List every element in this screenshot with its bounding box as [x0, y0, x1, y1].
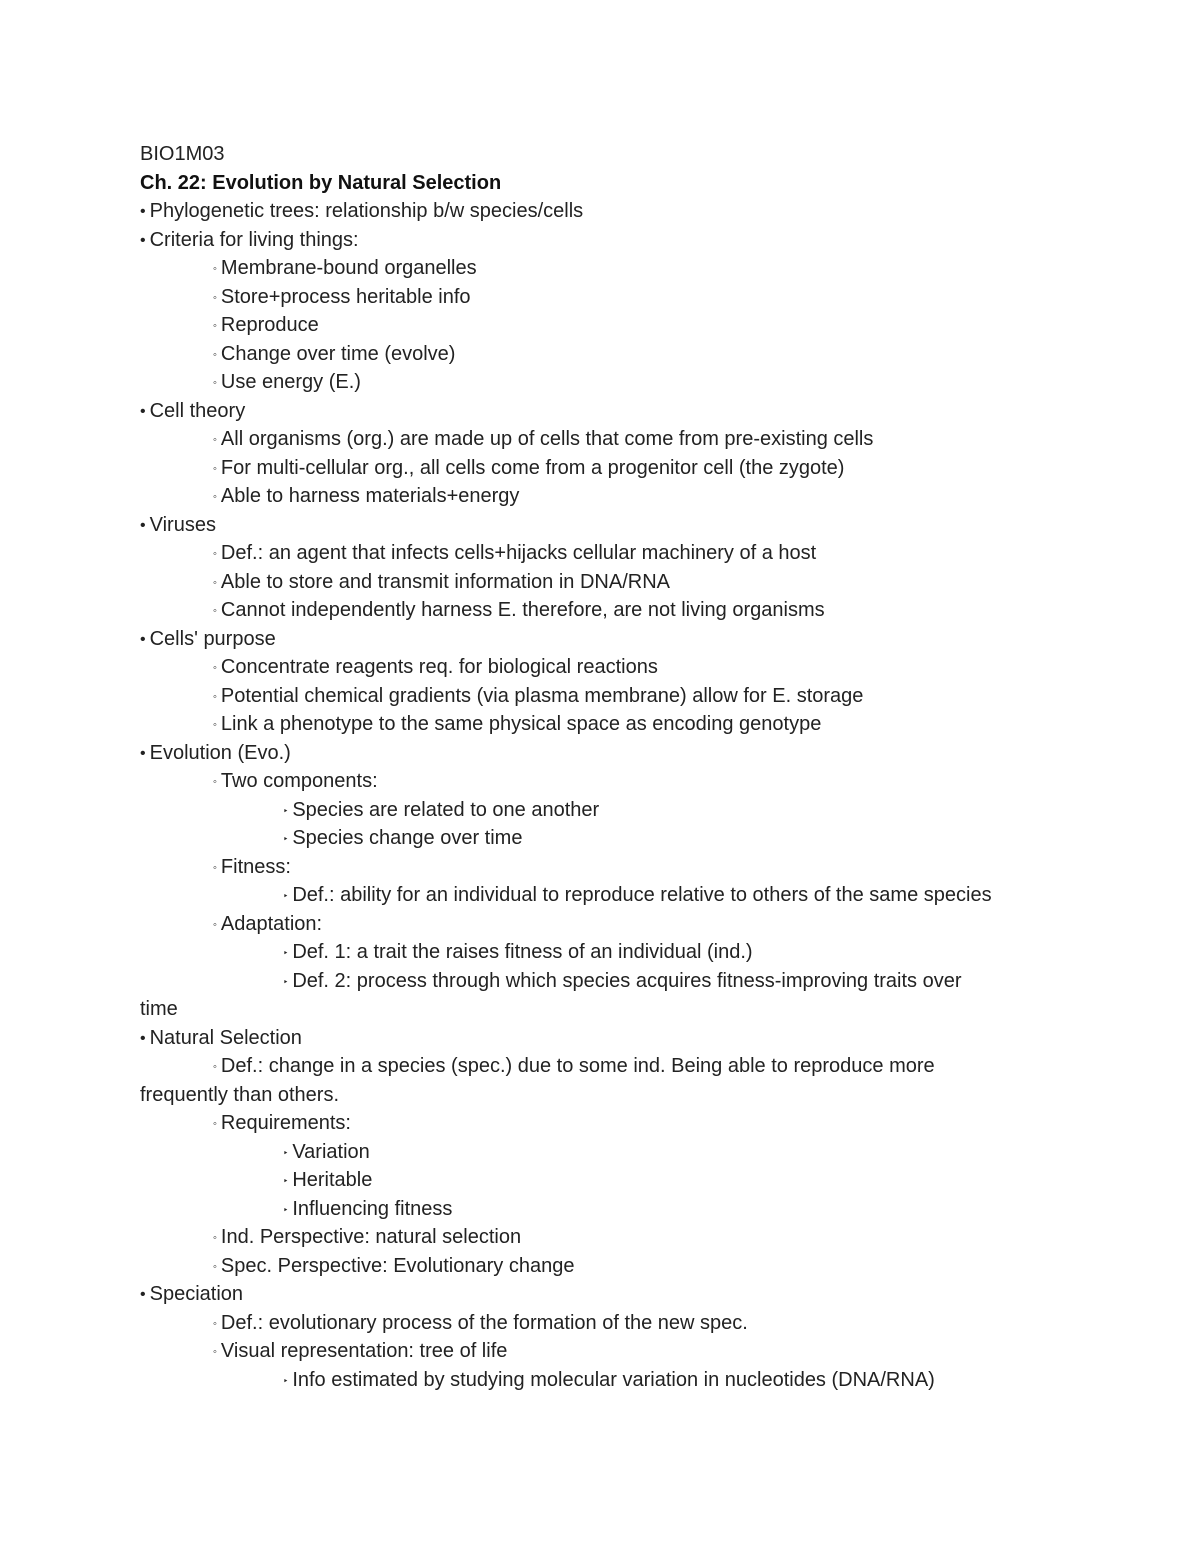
bullet-icon: • — [140, 231, 146, 249]
course-code: BIO1M03 — [140, 143, 225, 165]
outline-item-level-2 — [140, 910, 1140, 939]
outline-text: Able to store and transmit information in DNA/RNA — [220, 570, 670, 593]
outline-text: Concentrate reagents req. for biological reactions — [220, 656, 658, 678]
outline-text: Def.: change in a species (spec.) due to some ind. Being able to reproduce more — [220, 1055, 935, 1077]
outline-text: Species are related to one another — [292, 798, 600, 821]
outline-item-level-2 — [140, 425, 1140, 454]
bullet-icon: ‣ — [283, 1375, 289, 1386]
bullet-icon: • — [140, 203, 146, 220]
outline-text: Able to harness materials+energy — [220, 485, 520, 507]
outline-item-level-2 — [140, 368, 1140, 397]
outline-text: Fitness: — [220, 855, 291, 878]
outline-item-level-2 — [140, 340, 1140, 369]
outline-item-level-1 — [140, 1024, 1140, 1053]
outline-text: Spec. Perspective: Evolutionary change — [220, 1254, 575, 1277]
bullet-icon: • — [140, 402, 146, 420]
outline-item-level-2 — [140, 1223, 1140, 1252]
outline-text: Def.: evolutionary process of the formation of the new spec. — [220, 1311, 748, 1334]
bullet-icon: ‣ — [283, 834, 289, 844]
outline-item-level-2 — [140, 311, 1140, 340]
bullet-icon: • — [140, 630, 146, 648]
bullet-icon: ◦ — [213, 462, 217, 475]
outline-text: For multi-cellular org., all cells come from a progenitor cell (the zygote) — [220, 456, 845, 479]
bullet-icon: ‣ — [283, 1147, 289, 1158]
outline-item-level-1 — [140, 397, 1140, 426]
outline-item-level-2 — [140, 1109, 1140, 1138]
outline-item-level-3 — [140, 1138, 1140, 1167]
outline-text: Use energy (E.) — [220, 371, 361, 393]
bullet-icon: ◦ — [213, 377, 217, 389]
outline-item-level-3 — [140, 967, 1140, 996]
outline-text: Def.: an agent that infects cells+hijacks cellular machinery of a host — [220, 542, 817, 564]
outline-text: Def. 1: a trait the raises fitness of an individual (ind.) — [292, 941, 753, 963]
outline-text: Change over time (evolve) — [220, 342, 456, 365]
bullet-icon: ‣ — [283, 976, 289, 987]
outline-text: Reproduce — [220, 314, 319, 336]
outline-item-level-1 — [140, 625, 1140, 654]
outline-text: Phylogenetic trees: relationship b/w species/cells — [149, 200, 584, 222]
chapter-title: Ch. 22: Evolution by Natural Selection — [140, 171, 502, 194]
bullet-icon: • — [140, 744, 146, 762]
outline-item-level-3 — [140, 1195, 1140, 1224]
bullet-icon: ◦ — [213, 320, 217, 332]
outline-text: Ind. Perspective: natural selection — [220, 1226, 522, 1248]
outline-text: Cannot independently harness E. therefore, are not living organisms — [220, 599, 825, 621]
outline-item-level-2 — [140, 710, 1140, 739]
outline-text: frequently than others. — [140, 1083, 340, 1106]
bullet-icon: ◦ — [213, 719, 217, 731]
bullet-icon: ◦ — [213, 690, 217, 703]
outline-item-level-3 — [140, 796, 1140, 825]
outline-item-level-3 — [140, 938, 1140, 967]
outline-text: Cell theory — [149, 399, 246, 422]
bullet-icon: ‣ — [283, 805, 289, 816]
bullet-icon: ◦ — [213, 1317, 217, 1330]
outline-item-level-2 — [140, 568, 1140, 597]
bullet-icon: ◦ — [213, 776, 217, 788]
outline-item-level-3 — [140, 881, 1140, 910]
outline-item-level-2 — [140, 682, 1140, 711]
outline-text: Requirements: — [220, 1112, 351, 1134]
outline-item-level-2 — [140, 1337, 1140, 1366]
bullet-icon: ◦ — [213, 1260, 217, 1273]
outline-item-level-2 — [140, 1309, 1140, 1338]
outline-item-level-2 — [140, 254, 1140, 283]
outline-item-level-2 — [140, 482, 1140, 511]
outline-text: All organisms (org.) are made up of cells that come from pre-existing cells — [220, 428, 874, 450]
outline-item-level-2 — [140, 1252, 1140, 1281]
bullet-icon: ‣ — [283, 948, 289, 958]
wrapped-line — [140, 995, 1140, 1024]
outline-text: Adaptation: — [220, 912, 323, 935]
bullet-icon: ◦ — [213, 491, 217, 503]
outline-text: Def. 2: process through which species acquires fitness-improving traits over — [292, 969, 962, 992]
outline-text: Visual representation: tree of life — [220, 1340, 508, 1362]
bullet-icon: ◦ — [213, 576, 217, 589]
outline-text: Two components: — [220, 770, 378, 792]
outline-item-level-1 — [140, 511, 1140, 540]
bullet-icon: ◦ — [213, 348, 217, 361]
outline-text: Evolution (Evo.) — [149, 741, 291, 764]
outline-item-level-1 — [140, 1280, 1140, 1309]
outline-item-level-2 — [140, 454, 1140, 483]
bullet-icon: ◦ — [213, 263, 217, 275]
outline-text: Cells' purpose — [149, 627, 276, 650]
bullet-icon: ‣ — [283, 891, 289, 901]
outline-item-level-2 — [140, 853, 1140, 882]
outline-text: Species change over time — [292, 827, 523, 849]
bullet-icon: ◦ — [213, 918, 217, 931]
outline-item-level-1 — [140, 226, 1140, 255]
wrapped-line — [140, 1081, 1140, 1110]
bullet-icon: • — [140, 1286, 146, 1303]
outline-text: Heritable — [292, 1169, 373, 1191]
outline-text: time — [140, 998, 178, 1020]
bullet-icon: ◦ — [213, 291, 217, 304]
outline-text: Speciation — [149, 1283, 244, 1305]
outline-item-level-3 — [140, 824, 1140, 853]
bullet-icon: • — [140, 1029, 146, 1047]
bullet-icon: ◦ — [213, 1232, 217, 1244]
bullet-icon: ◦ — [213, 434, 217, 446]
document-body — [140, 140, 1140, 1394]
outline-item-level-1 — [140, 739, 1140, 768]
outline-item-level-3 — [140, 1366, 1140, 1395]
bullet-icon: ◦ — [213, 861, 217, 874]
outline-text: Variation — [292, 1140, 370, 1163]
outline-item-level-2 — [140, 1052, 1140, 1081]
outline-text: Potential chemical gradients (via plasma membrane) allow for E. storage — [220, 684, 864, 707]
outline-text: Criteria for living things: — [149, 228, 359, 251]
outline-text: Natural Selection — [149, 1026, 302, 1049]
outline-text: Def.: ability for an individual to reproduce relative to others of the same species — [292, 884, 992, 906]
outline-text: Influencing fitness — [292, 1197, 453, 1220]
outline-item-level-3 — [140, 1166, 1140, 1195]
outline-text: Link a phenotype to the same physical space as encoding genotype — [220, 713, 822, 735]
bullet-icon: ◦ — [213, 548, 217, 560]
outline-item-level-2 — [140, 539, 1140, 568]
bullet-icon: ◦ — [213, 1061, 217, 1073]
outline-item-level-2 — [140, 283, 1140, 312]
bullet-icon: • — [140, 516, 146, 534]
bullet-icon: ◦ — [213, 1118, 217, 1130]
bullet-icon: ‣ — [283, 1176, 289, 1186]
outline-item-level-2 — [140, 767, 1140, 796]
outline-item-level-2 — [140, 596, 1140, 625]
outline-item-level-1 — [140, 197, 1140, 226]
outline-text: Viruses — [149, 513, 216, 536]
bullet-icon: ◦ — [213, 662, 217, 674]
bullet-icon: ◦ — [213, 605, 217, 617]
outline-item-level-2 — [140, 653, 1140, 682]
outline-text: Store+process heritable info — [220, 285, 471, 308]
bullet-icon: ‣ — [283, 1204, 289, 1215]
outline-text: Membrane-bound organelles — [220, 257, 477, 279]
bullet-icon: ◦ — [213, 1346, 217, 1358]
outline-text: Info estimated by studying molecular variation in nucleotides (DNA/RNA) — [292, 1368, 935, 1391]
